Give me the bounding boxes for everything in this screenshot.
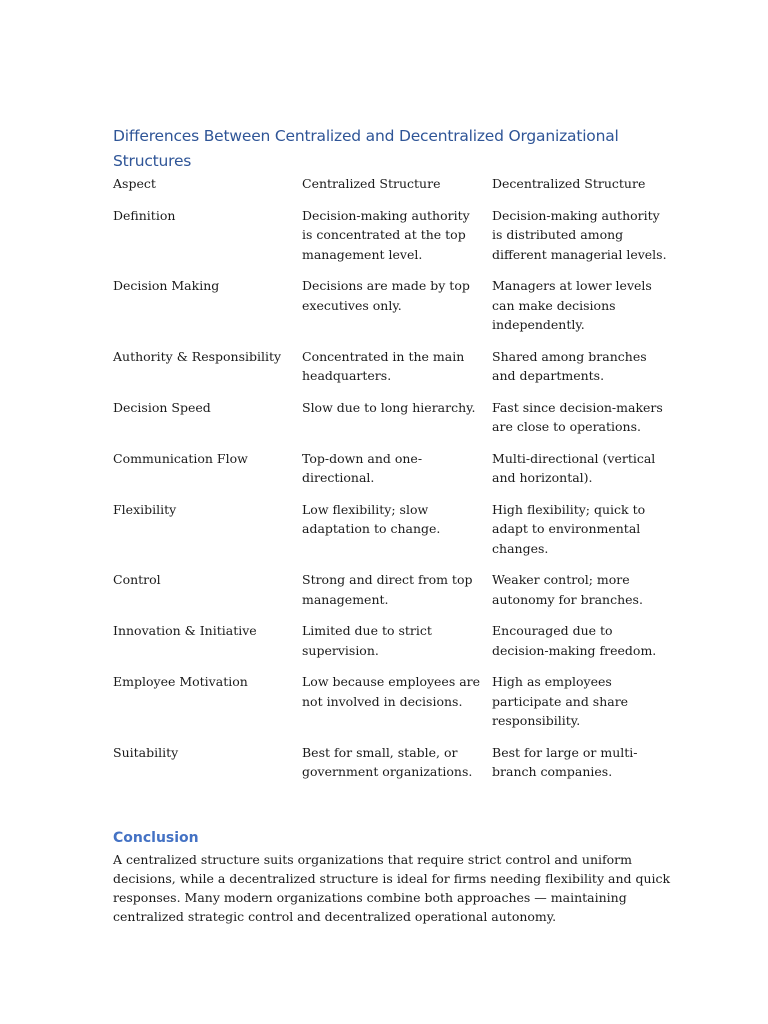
row-decentralized: Weaker control; more autonomy for branches. xyxy=(492,572,643,607)
row-centralized: Decision-making authority is concentrated at the top management level. xyxy=(302,207,470,262)
row-centralized: Top-down and one-directional. xyxy=(302,450,423,485)
row-aspect: Communication Flow xyxy=(113,450,248,466)
row-decentralized: Encouraged due to decision-making freedom. xyxy=(492,623,657,658)
row-aspect: Flexibility xyxy=(113,501,177,517)
table-row xyxy=(113,500,673,571)
row-centralized: Low because employees are not involved in decisions. xyxy=(302,674,481,709)
row-centralized: Strong and direct from top management. xyxy=(302,572,473,607)
comparison-table-body xyxy=(113,174,673,794)
row-aspect: Control xyxy=(113,572,161,587)
table-row xyxy=(113,672,673,743)
row-centralized: Low flexibility; slow adaptation to change. xyxy=(302,501,441,536)
document-title: Differences Between Centralized and Decentralized Organizational Structures xyxy=(113,127,619,170)
table-row xyxy=(113,276,673,347)
row-decentralized: Best for large or multi-branch companies. xyxy=(492,744,638,779)
row-centralized: Decisions are made by top executives only. xyxy=(302,278,470,313)
header-decentralized: Decentralized Structure xyxy=(492,176,646,191)
comparison-table xyxy=(113,174,673,794)
table-row xyxy=(113,347,673,398)
table-row xyxy=(113,398,673,449)
row-decentralized: Decision-making authority is distributed among different managerial levels. xyxy=(492,207,667,262)
row-decentralized: High flexibility; quick to adapt to environmental changes. xyxy=(492,501,646,556)
row-aspect: Suitability xyxy=(113,744,179,760)
row-decentralized: Shared among branches and departments. xyxy=(492,348,647,383)
table-row xyxy=(113,621,673,672)
row-decentralized: Fast since decision-makers are close to operations. xyxy=(492,399,663,434)
row-decentralized: High as employees participate and share responsibility. xyxy=(492,674,629,728)
row-centralized: Slow due to long hierarchy. xyxy=(302,399,476,415)
row-aspect: Employee Motivation xyxy=(113,674,248,689)
conclusion-heading: Conclusion xyxy=(113,830,199,846)
header-centralized: Centralized Structure xyxy=(302,176,441,191)
row-decentralized: Managers at lower levels can make decisions independently. xyxy=(492,278,652,332)
table-header-row xyxy=(113,174,673,206)
table-row xyxy=(113,449,673,500)
table-row xyxy=(113,743,673,794)
header-aspect: Aspect xyxy=(113,176,156,191)
row-aspect: Decision Speed xyxy=(113,399,211,415)
row-centralized: Best for small, stable, or government organizations. xyxy=(302,744,473,779)
row-centralized: Concentrated in the main headquarters. xyxy=(302,348,465,383)
table-row xyxy=(113,206,673,277)
row-aspect: Decision Making xyxy=(113,278,220,293)
row-centralized: Limited due to strict supervision. xyxy=(302,623,432,658)
row-aspect: Definition xyxy=(113,207,176,223)
row-decentralized: Multi-directional (vertical and horizontal). xyxy=(492,450,656,485)
document-body xyxy=(113,124,673,794)
table-row xyxy=(113,570,673,621)
row-aspect: Authority & Responsibility xyxy=(113,348,282,364)
row-aspect: Innovation & Initiative xyxy=(113,623,257,638)
conclusion-paragraph: A centralized structure suits organizations that require strict control and uniform decisions, while a decentralized structure is ideal for firms needing flexibility and quick responses. Many modern organizations combine both approaches — maintaining centralized strategic control and decentralized operational autonomy. xyxy=(113,852,671,924)
